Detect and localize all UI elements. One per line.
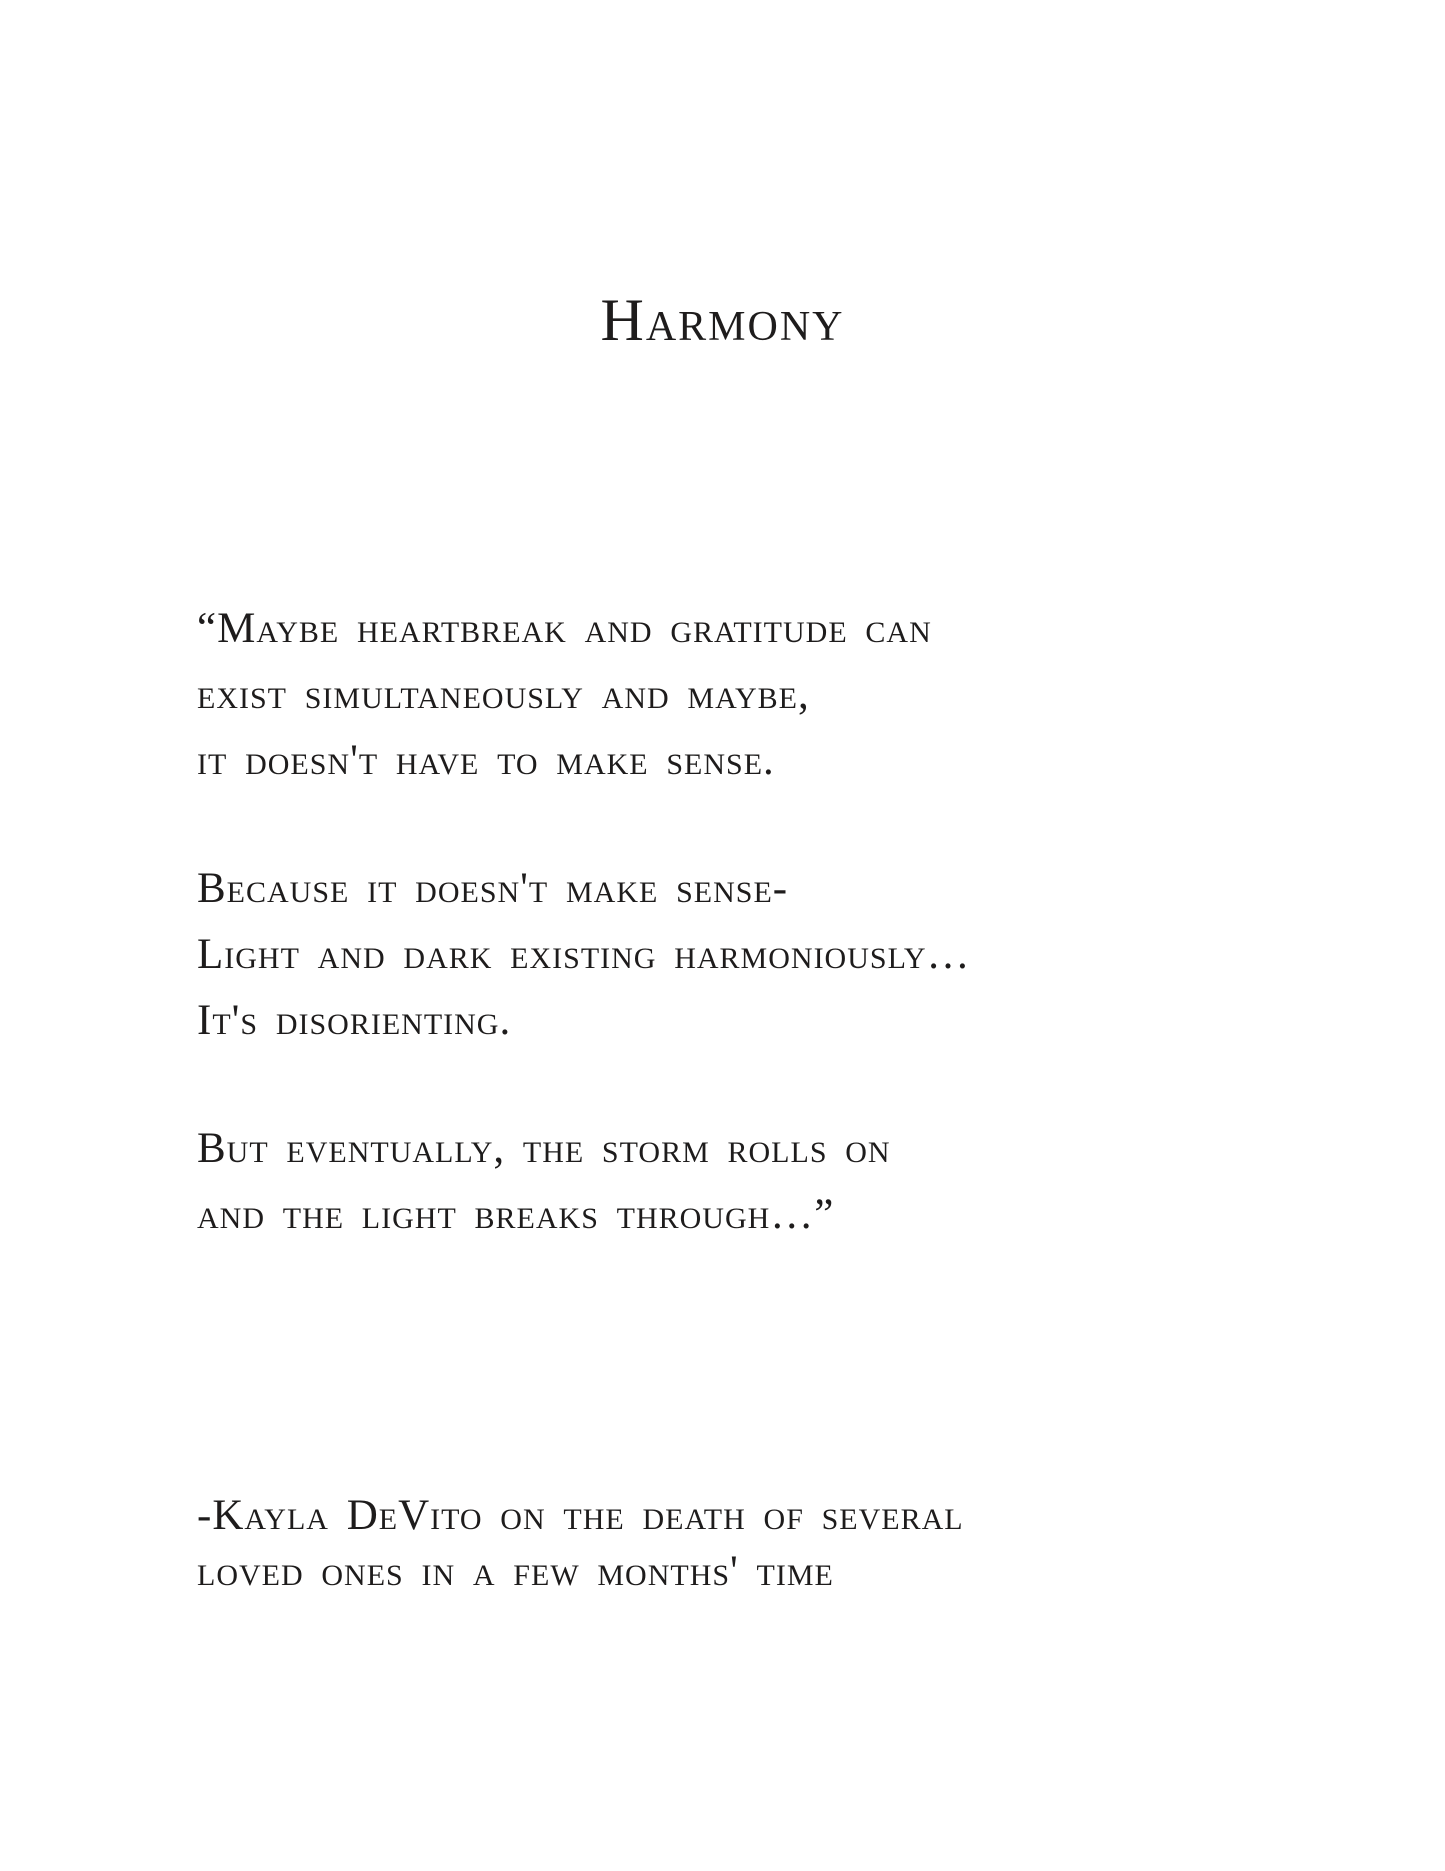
attribution-line: loved ones in a few months' time: [197, 1548, 834, 1595]
poem-line: exist simultaneously and maybe,: [197, 671, 810, 718]
poem-quote: [197, 596, 1325, 1248]
poem-line: It's disorienting.: [197, 997, 512, 1044]
poem-line: and the light breaks through…”: [197, 1191, 835, 1238]
poem-stanza-3: [197, 1116, 1325, 1248]
poem-stanza-2: [197, 856, 1325, 1054]
poem-line: Light and dark existing harmoniously…: [197, 931, 971, 978]
poem-line: “Maybe heartbreak and gratitude can: [197, 605, 932, 652]
page-title: Harmony: [600, 287, 845, 353]
poem-stanza-1: [197, 596, 1325, 794]
poem-line: Because it doesn't make sense-: [197, 865, 789, 912]
attribution-line: -Kayla DeVito on the death of several: [197, 1492, 964, 1539]
poem-line: But eventually, the storm rolls on: [197, 1125, 891, 1172]
attribution: [197, 1488, 1325, 1600]
poem-line: it doesn't have to make sense.: [197, 737, 775, 784]
